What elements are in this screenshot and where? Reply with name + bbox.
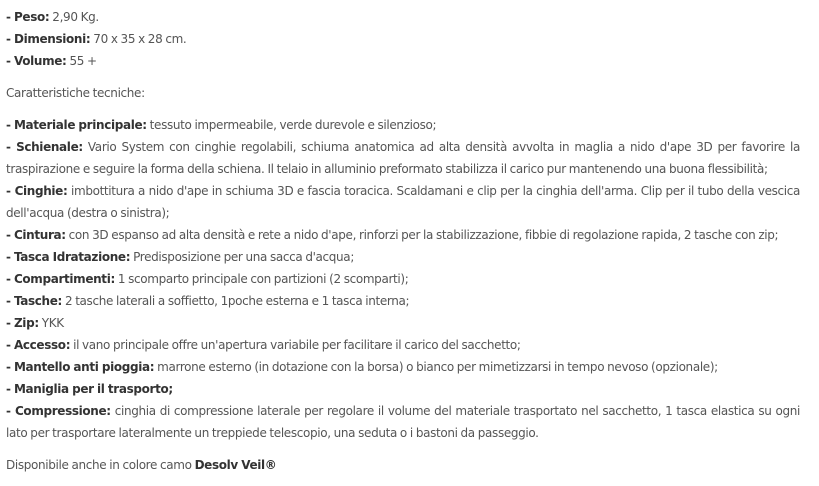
feature-rain-cover: [6, 356, 800, 378]
spec-label: - Peso:: [6, 10, 50, 24]
paragraph-gap: [6, 444, 800, 454]
feature-pockets: [6, 290, 800, 312]
feature-main-material: [6, 114, 800, 136]
feature-label: - Mantello anti pioggia:: [6, 360, 155, 374]
features-heading: Caratteristiche tecniche:: [6, 86, 145, 100]
feature-value: 1 scomparto principale con partizioni (2 scomparti);: [114, 272, 409, 286]
feature-compartments: [6, 268, 800, 290]
feature-value: imbottitura a nido d'ape in schiuma 3D e fascia toracica. Scaldamani e clip per la cinghia dell'arma. Clip per il tubo della vescica dell'acqua (destra o sinistra);: [6, 184, 800, 220]
spec-value: 55 +: [66, 54, 97, 68]
feature-value: 2 tasche laterali a soffietto, 1poche esterna e 1 tasca interna;: [61, 294, 410, 308]
feature-backrest: [6, 136, 800, 180]
feature-label: - Tasche:: [6, 294, 62, 308]
paragraph-gap: [6, 104, 800, 114]
spec-label: - Dimensioni:: [6, 32, 91, 46]
feature-label: - Maniglia per il trasporto;: [6, 382, 173, 396]
feature-belt: [6, 224, 800, 246]
feature-access: [6, 334, 800, 356]
color-brand-name: Desolv Veil®: [194, 458, 277, 472]
feature-zip: [6, 312, 800, 334]
feature-value: con 3D espanso ad alta densità e rete a nido d'ape, rinforzi per la stabilizzazione, fibbie di regolazione rapida, 2 tasche con zip;: [65, 228, 779, 242]
feature-label: - Zip:: [6, 316, 39, 330]
availability-note: [6, 454, 800, 476]
feature-label: - Compartimenti:: [6, 272, 115, 286]
feature-label: - Cintura:: [6, 228, 66, 242]
spec-weight: [6, 6, 800, 28]
spec-label: - Volume:: [6, 54, 67, 68]
feature-label: - Schienale:: [6, 140, 83, 154]
feature-value: Vario System con cinghie regolabili, schiuma anatomica ad alta densità avvolta in maglia a nido d'ape 3D per favorire la traspirazione e seguire la forma della schiena. Il telaio in alluminio preformato stabilizza il carico pur mantenendo una buona flessibilità;: [6, 140, 801, 176]
feature-label: - Accesso:: [6, 338, 71, 352]
feature-value: marrone esterno (in dotazione con la borsa) o bianco per mimetizzarsi in tempo nevoso (opzionale);: [154, 360, 718, 374]
spec-value: 70 x 35 x 28 cm.: [90, 32, 187, 46]
spec-value: 2,90 Kg.: [49, 10, 99, 24]
feature-label: - Compressione:: [6, 404, 111, 418]
spec-volume: [6, 50, 800, 72]
feature-carry-handle: [6, 378, 800, 400]
feature-compression: [6, 400, 800, 444]
feature-value: il vano principale offre un'apertura variabile per facilitare il carico del sacchetto;: [70, 338, 521, 352]
feature-value: tessuto impermeabile, verde durevole e silenzioso;: [146, 118, 437, 132]
feature-hydration-pocket: [6, 246, 800, 268]
feature-value: cinghia di compressione laterale per regolare il volume del materiale trasportato nel sacchetto, 1 tasca elastica su ogni lato per trasportare lateralmente un treppiede telescopio, una seduta o i bastoni da passeggio.: [6, 404, 800, 440]
feature-value: YKK: [38, 316, 64, 330]
feature-label: - Materiale principale:: [6, 118, 147, 132]
paragraph-gap: [6, 72, 800, 82]
feature-straps: [6, 180, 800, 224]
availability-text: Disponibile anche in colore camo: [6, 458, 195, 472]
feature-label: - Tasca Idratazione:: [6, 250, 131, 264]
spec-dimensions: [6, 28, 800, 50]
feature-label: - Cinghie:: [6, 184, 68, 198]
feature-value: Predisposizione per una sacca d'acqua;: [130, 250, 355, 264]
